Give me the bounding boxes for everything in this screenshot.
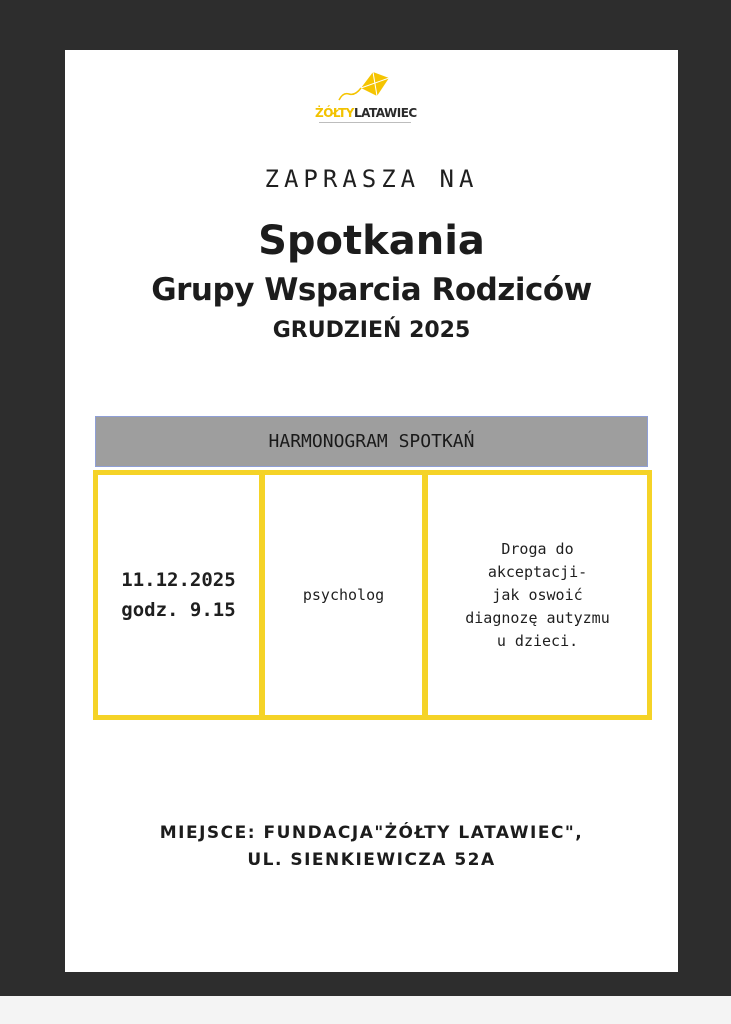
- place-line-1: MIEJSCE: FUNDACJA"ŻÓŁTY LATAWIEC",: [159, 823, 584, 843]
- meeting-place: [65, 820, 678, 874]
- page-title: Spotkania: [258, 218, 485, 264]
- kite-icon: [329, 68, 399, 106]
- schedule-date-cell: [93, 470, 264, 720]
- invite-text: ZAPRASZA NA: [264, 165, 479, 193]
- schedule-topic: Droga do akceptacji- jak oswoić diagnozę autyzmu u dzieci.: [465, 539, 610, 650]
- place-line-2: UL. SIENKIEWICZA 52A: [247, 850, 496, 870]
- logo-text: ŻÓŁTYLATAWIEC: [315, 106, 417, 120]
- schedule-specialist-cell: [260, 470, 427, 720]
- bottom-strip: [0, 996, 731, 1024]
- schedule-header: HARMONOGRAM SPOTKAŃ: [95, 416, 648, 467]
- schedule-time: godz. 9.15: [121, 599, 236, 621]
- poster-page: [65, 50, 678, 972]
- logo-underline: [319, 122, 411, 123]
- schedule-specialist: psycholog: [302, 586, 385, 604]
- page-subtitle: Grupy Wsparcia Rodziców: [151, 272, 592, 308]
- logo: [315, 68, 415, 128]
- month-label: GRUDZIEŃ 2025: [272, 318, 471, 343]
- schedule-topic-cell: [423, 470, 652, 720]
- schedule-date: 11.12.2025: [121, 569, 236, 591]
